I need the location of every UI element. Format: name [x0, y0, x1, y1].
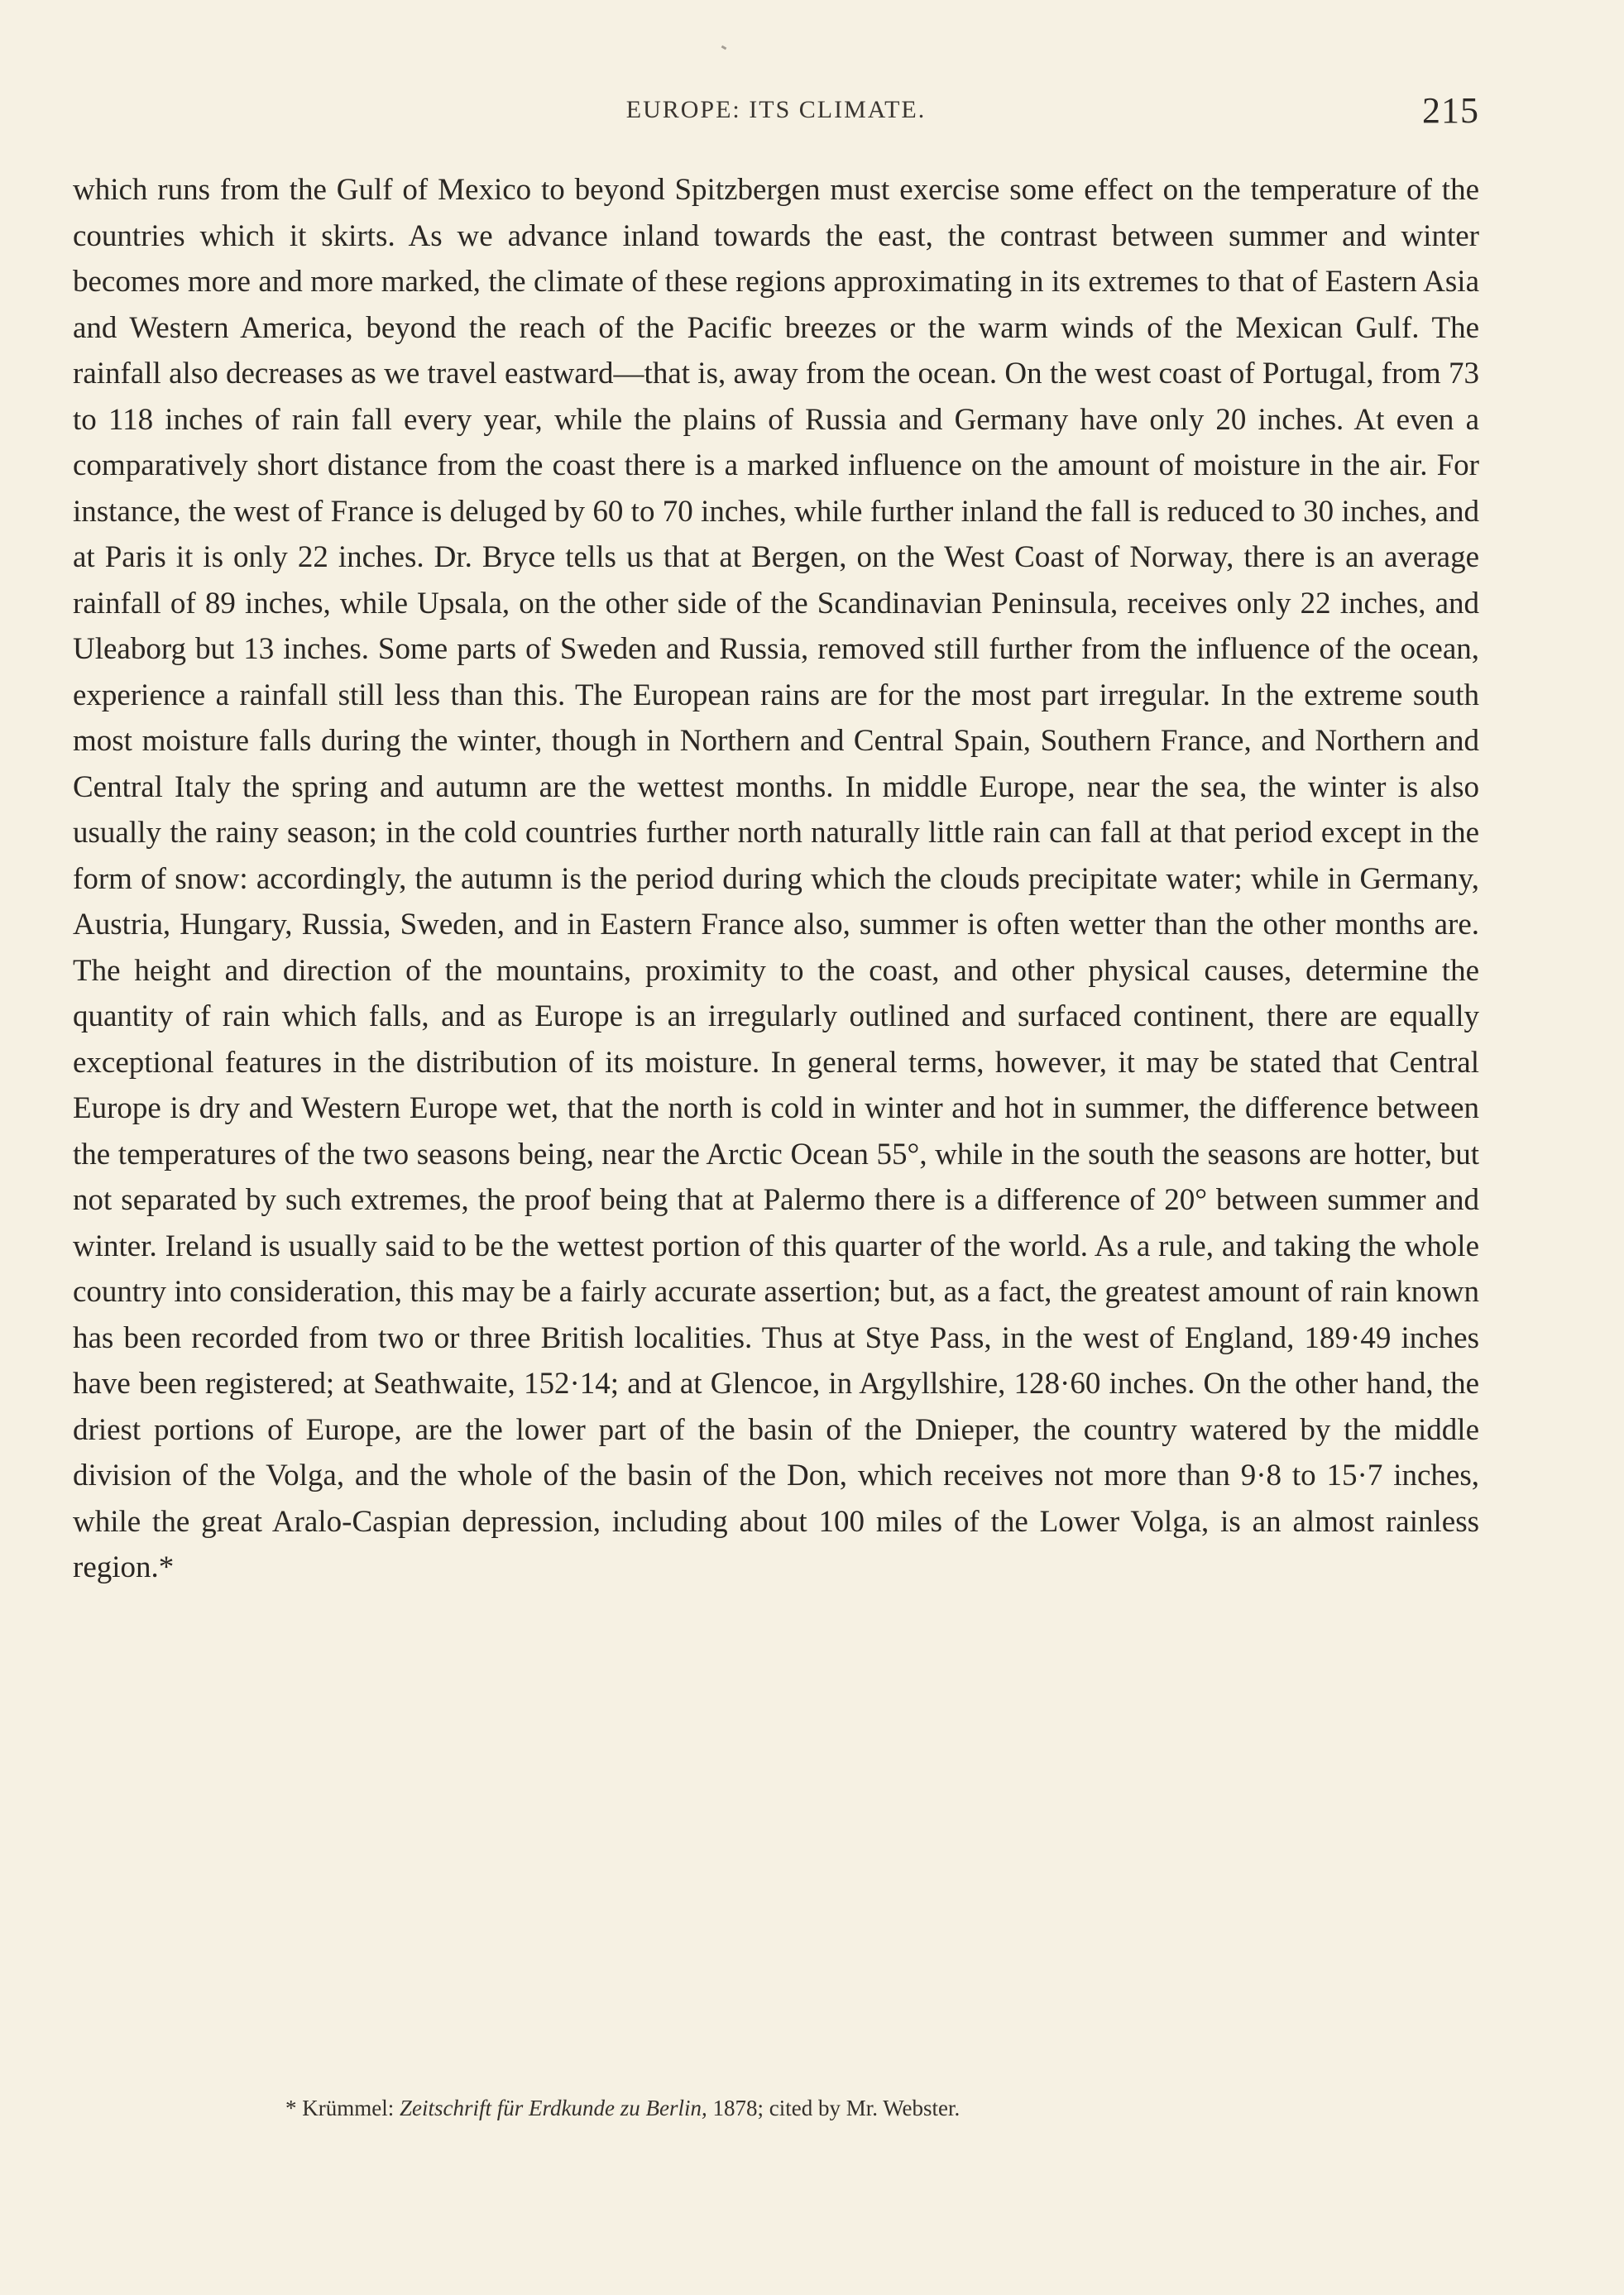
- page-header: [73, 89, 1479, 147]
- footnote: [285, 2091, 960, 2125]
- body-paragraph: which runs from the Gulf of Mexico to beyond Spitzbergen must exercise some effect on the temperature of the countries which it skirts. As we advance inland towards the east, the contrast between summer and winter becomes more and more marked, the climate of these regions approximating in its extremes to that of Eastern Asia and Western America, beyond the reach of the Pacific breezes or the warm winds of the Mexican Gulf. The rainfall also decreases as we travel eastward—that is, away from the ocean. On the west coast of Portugal, from 73 to 118 inches of rain fall every year, while the plains of Russia and Germany have only 20 inches. At even a comparatively short distance from the coast there is a marked influence on the amount of moisture in the air. For instance, the west of France is deluged by 60 to 70 inches, while further inland the fall is reduced to 30 inches, and at Paris it is only 22 inches. Dr. Bryce tells us that at Bergen, on the West Coast of Norway, there is an average rainfall of 89 inches, while Upsala, on the other side of the Scandinavian Peninsula, receives only 22 inches, and Uleaborg but 13 inches. Some parts of Sweden and Russia, removed still further from the influence of the ocean, experience a rainfall still less than this. The European rains are for the most part irregular. In the extreme south most moisture falls during the winter, though in Northern and Central Spain, Southern France, and Northern and Central Italy the spring and autumn are the wettest months. In middle Europe, near the sea, the winter is also usually the rainy season; in the cold countries further north naturally little rain can fall at that period except in the form of snow: accordingly, the autumn is the period during which the clouds precipitate water; while in Germany, Austria, Hungary, Russia, Sweden, and in Eastern France also, summer is often wetter than the other months are. The height and direction of the mountains, proximity to the coast, and other physical causes, determine the quantity of rain which falls, and as Europe is an irregularly outlined and surfaced continent, there are equally exceptional features in the distribution of its moisture. In general terms, however, it may be stated that Central Europe is dry and Western Europe wet, that the north is cold in winter and hot in summer, the difference between the temperatures of the two seasons being, near the Arctic Ocean 55°, while in the south the seasons are hotter, but not separated by such extremes, the proof being that at Palermo there is a difference of 20° between summer and winter. Ireland is usually said to be the wettest portion of this quarter of the world. As a rule, and taking the whole country into consideration, this may be a fairly accurate assertion; but, as a fact, the greatest amount of rain known has been recorded from two or three British localities. Thus at Stye Pass, in the west of England, 189·49 inches have been registered; at Seathwaite, 152·14; and at Glencoe, in Argyllshire, 128·60 inches. On the other hand, the driest portions of Europe, are the lower part of the basin of the Dnieper, the country watered by the middle division of the Volga, and the whole of the basin of the Don, which receives not more than 9·8 to 15·7 inches, while the great Aralo-Caspian depression, including about 100 miles of the Lower Volga, is an almost rainless region.*: [73, 173, 1479, 1584]
- running-title: EUROPE: ITS CLIMATE.: [625, 96, 927, 123]
- footnote-journal: Zeitschrift für Erdkunde zu Berlin,: [399, 2096, 707, 2120]
- page-number: 215: [1422, 90, 1479, 131]
- footnote-author: Krümmel:: [302, 2096, 395, 2120]
- footnote-marker: *: [285, 2096, 297, 2120]
- print-speck: [721, 46, 727, 50]
- footnote-citation: 1878; cited by Mr. Webster.: [712, 2096, 961, 2120]
